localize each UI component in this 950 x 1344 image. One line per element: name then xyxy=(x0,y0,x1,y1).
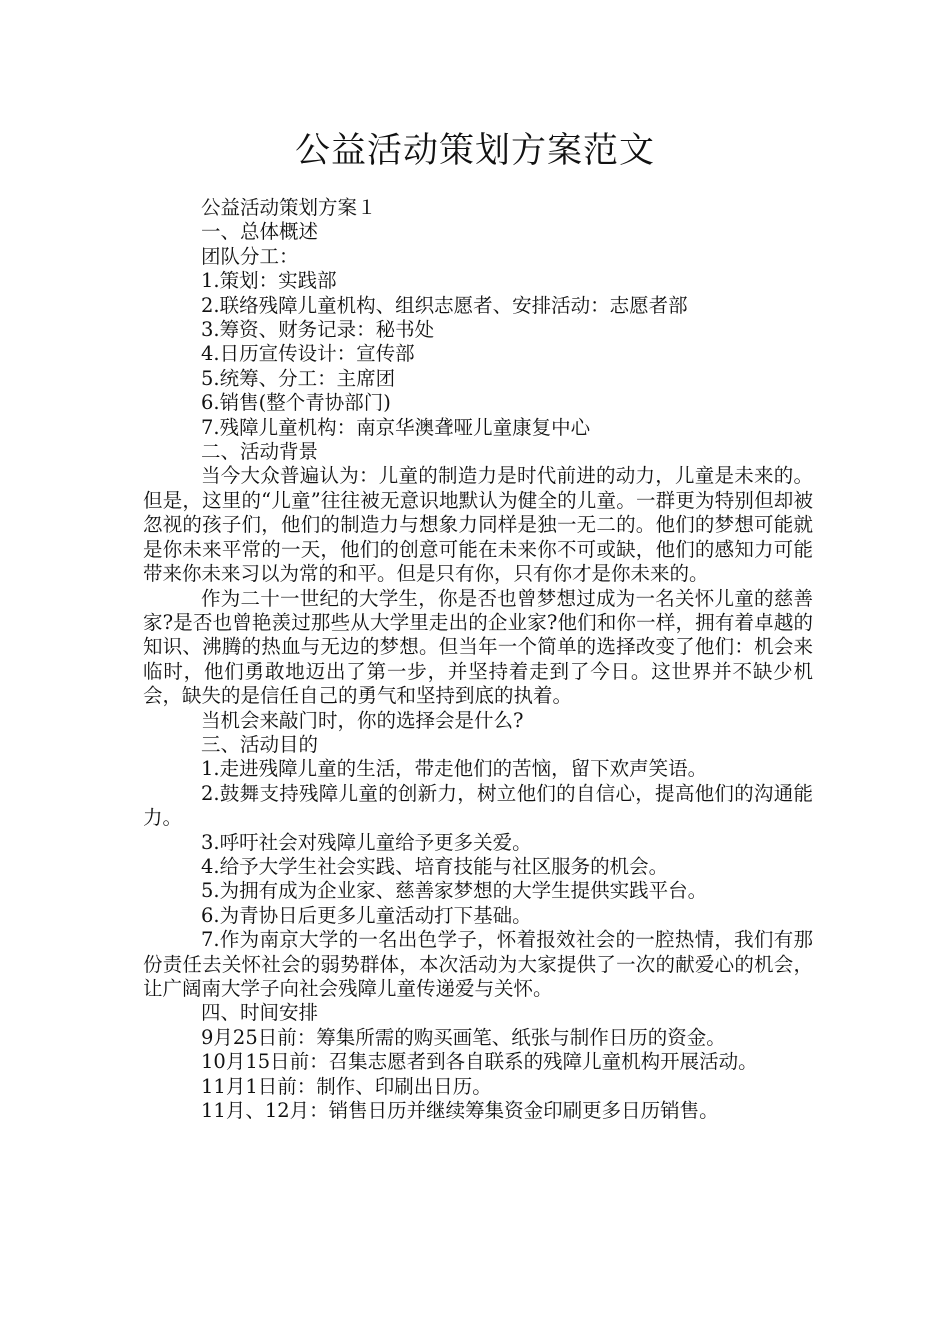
heading-overview: 一、总体概述 xyxy=(201,220,319,244)
schedule-item: 10月15日前：召集志愿者到各自联系的残障儿童机构开展活动。 xyxy=(201,1050,758,1074)
list-item: 7.残障儿童机构：南京华澳聋哑儿童康复中心 xyxy=(201,415,591,439)
schedule-item: 11月、12月：销售日历并继续筹集资金印刷更多日历销售。 xyxy=(201,1099,719,1123)
heading-background: 二、活动背景 xyxy=(201,440,319,464)
document-body xyxy=(143,196,813,1123)
list-item: 5.为拥有成为企业家、慈善家梦想的大学生提供实践平台。 xyxy=(201,879,708,903)
list-item: 3.呼吁社会对残障儿童给予更多关爱。 xyxy=(201,830,532,854)
list-item: 1.策划：实践部 xyxy=(201,269,337,293)
list-item: 1.走进残障儿童的生活，带走他们的苦恼，留下欢声笑语。 xyxy=(201,757,708,781)
list-item: 7.作为南京大学的一名出色学子，怀着报效社会的一腔热情，我们有那份责任去关怀社会的弱势群体，本次活动为大家提供了一次的献爱心的机会，让广阔南大学子向社会残障儿童传递爱与关怀。 xyxy=(143,928,813,1000)
list-item: 5.统筹、分工：主席团 xyxy=(201,366,396,390)
heading-plan-1: 公益活动策划方案１ xyxy=(201,196,377,219)
list-item: 3.筹资、财务记录：秘书处 xyxy=(201,318,435,342)
list-item: 4.给予大学生社会实践、培育技能与社区服务的机会。 xyxy=(201,854,669,878)
list-item: 6.为青协日后更多儿童活动打下基础。 xyxy=(201,903,532,927)
heading-purpose: 三、活动目的 xyxy=(201,732,319,756)
team-division-label: 团队分工： xyxy=(201,244,299,268)
list-item: 4.日历宣传设计：宣传部 xyxy=(201,342,415,366)
schedule-item: 11月1日前：制作、印刷出日历。 xyxy=(201,1074,492,1098)
body-paragraph: 作为二十一世纪的大学生，你是否也曾梦想过成为一名关怀儿童的慈善家?是否也曾艳羡过那些从大学里走出的企业家?他们和你一样，拥有着卓越的知识、沸腾的热血与无边的梦想。但当年一个简单的选择改变了他们：机会来临时，他们勇敢地迈出了第一步，并坚持着走到了今日。这世界并不缺少机会，缺失的是信任自己的勇气和坚持到底的执着。 xyxy=(143,586,813,708)
list-item: 2.鼓舞支持残障儿童的创新力，树立他们的自信心，提高他们的沟通能力。 xyxy=(143,781,813,830)
list-item: 2.联络残障儿童机构、组织志愿者、安排活动：志愿者部 xyxy=(201,293,688,317)
list-item: 6.销售(整个青协部门) xyxy=(201,391,391,415)
schedule-item: 9月25日前：筹集所需的购买画笔、纸张与制作日历的资金。 xyxy=(201,1025,726,1049)
document-title: 公益活动策划方案范文 xyxy=(294,131,655,171)
body-paragraph: 当机会来敲门时，你的选择会是什么? xyxy=(201,708,524,732)
heading-schedule: 四、时间安排 xyxy=(201,1001,319,1025)
body-paragraph: 当今大众普遍认为：儿童的制造力是时代前进的动力，儿童是未来的。但是，这里的“儿童”往往被无意识地默认为健全的儿童。一群更为特别但却被忽视的孩子们，他们的制造力与想象力同样是独一无二的。他们的梦想可能就是你未来平常的一天，他们的创意可能在未来你不可或缺，他们的感知力可能带来你未来习以为常的和平。但是只有你，只有你才是你未来的。 xyxy=(143,464,813,586)
